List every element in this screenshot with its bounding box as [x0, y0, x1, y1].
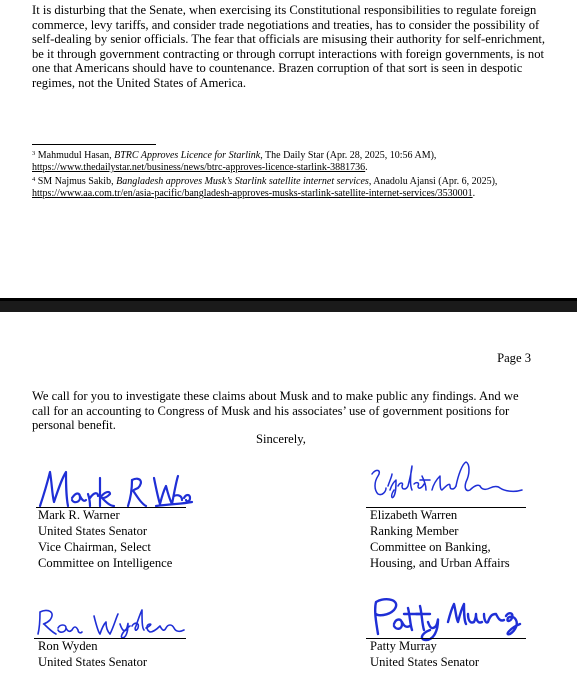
footnote-link[interactable]: https://www.aa.com.tr/en/asia-pacific/bangladesh-approves-musks-starlink-satellite-internet-services/3530001 — [32, 188, 473, 199]
footnote-title: Bangladesh approves Musk’s Starlink satellite internet services — [116, 176, 369, 187]
signatory-title: Vice Chairman, Select — [38, 540, 151, 554]
signature-wyden — [34, 606, 194, 640]
signatory-warner — [38, 507, 172, 571]
signatory-name: Elizabeth Warren — [370, 508, 458, 522]
footnote-source: , The Daily Star (Apr. 28, 2025, 10:56 AM), — [260, 150, 437, 161]
signatory-title: Ranking Member — [370, 524, 459, 538]
signatory-murray — [370, 638, 479, 670]
footnote-author: Mahmudul Hasan, — [37, 150, 115, 161]
footnote-4 — [32, 176, 532, 200]
footnote-source: , Anadolu Ajansi (Apr. 6, 2025), — [368, 176, 498, 187]
call-paragraph: We call for you to investigate these claims about Musk and to make public any findings. And we call for an accounting to Congress of Musk and his associates’ use of government positions for personal benefit. — [32, 389, 519, 433]
footnote-title: BTRC Approves Licence for Starlink — [114, 150, 261, 161]
signature-warren — [366, 456, 526, 506]
footnote-number: 3 — [32, 150, 36, 157]
signatory-title: Housing, and Urban Affairs — [370, 556, 510, 570]
signatory-title: United States Senator — [38, 524, 148, 538]
intro-paragraph: It is disturbing that the Senate, when exercising its Constitutional responsibilities to regulate foreign commerce, levy tariffs, and consider trade negotiations and treaties, has to consider the possibility of self-dealing by senior officials. The fear that officials are misusing their authority for self-enrichment, be it through government contracting or through corrupt interactions with foreign governments, is not one that Americans should have to countenance. Brazen corruption of that sort is seen in despotic regimes, not the United States of America. — [32, 3, 546, 90]
signatory-title: United States Senator — [38, 655, 148, 669]
signature-warner — [36, 466, 196, 512]
footnote-author: SM Najmus Sakib, — [37, 176, 117, 187]
footnote-end: . — [365, 162, 368, 173]
signatory-name: Mark R. Warner — [38, 508, 120, 522]
signatory-name: Ron Wyden — [38, 639, 98, 653]
closing: Sincerely, — [256, 432, 306, 446]
signatory-wyden — [38, 638, 147, 670]
footnote-number: 4 — [32, 176, 36, 183]
footnote-end: . — [472, 188, 476, 199]
signatory-name: Patty Murray — [370, 639, 437, 653]
signatory-warren — [370, 507, 510, 571]
page-break-bar — [0, 298, 577, 312]
signatory-title: Committee on Intelligence — [38, 556, 173, 570]
page-number: Page 3 — [497, 351, 531, 365]
footnote-separator — [32, 144, 156, 145]
footnote-link[interactable]: https://www.thedailystar.net/business/news/btrc-approves-licence-starlink-3881736 — [32, 162, 366, 173]
signatory-title: United States Senator — [370, 655, 480, 669]
footnote-3 — [32, 150, 532, 174]
signatory-title: Committee on Banking, — [370, 540, 491, 554]
